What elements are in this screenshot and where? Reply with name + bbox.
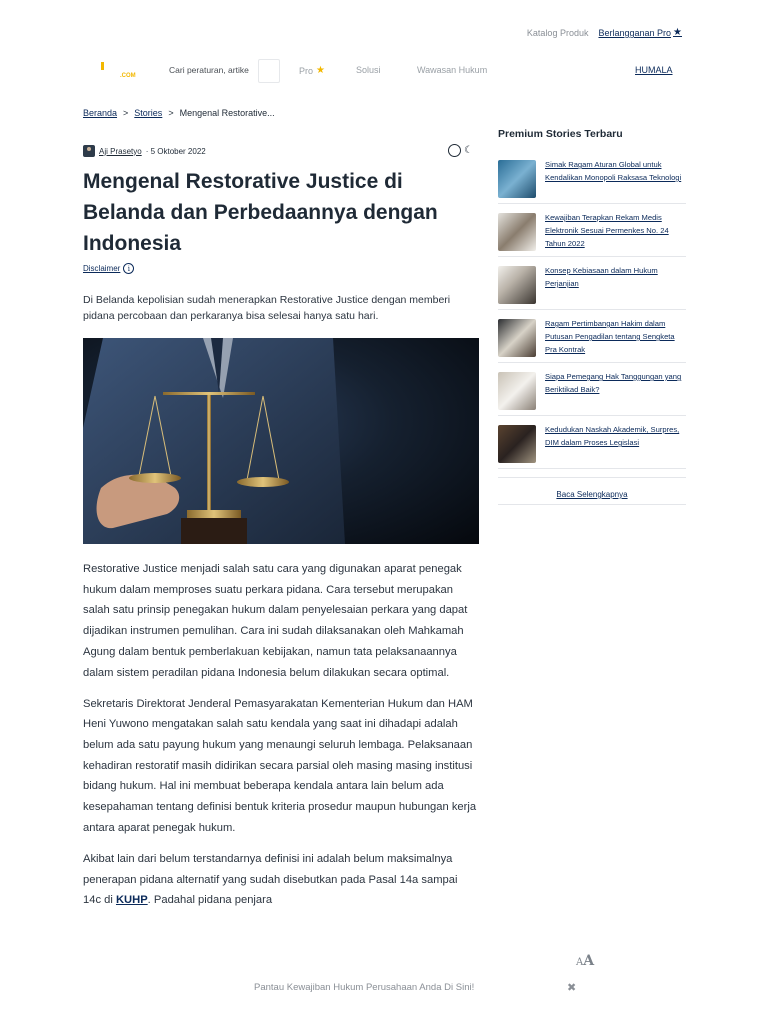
disclaimer-label: Disclaimer bbox=[83, 264, 121, 273]
story-thumbnail bbox=[498, 372, 536, 410]
moon-icon[interactable]: ☾ bbox=[464, 145, 473, 156]
breadcrumb-home[interactable]: Beranda bbox=[83, 108, 118, 118]
promo-message-link[interactable]: Pantau Kewajiban Hukum Perusahaan Anda Di Sini! bbox=[254, 982, 475, 993]
nav-pro[interactable] bbox=[299, 65, 325, 76]
star-icon: ★ bbox=[316, 65, 325, 76]
search-button[interactable] bbox=[258, 59, 280, 83]
font-size-large[interactable]: A bbox=[583, 953, 595, 969]
katalog-produk-link[interactable]: Katalog Produk bbox=[526, 28, 589, 38]
breadcrumb-current: Mengenal Restorative... bbox=[179, 108, 275, 118]
logo-mark bbox=[101, 62, 104, 70]
berlangganan-pro-link[interactable] bbox=[598, 28, 682, 38]
breadcrumb-stories[interactable]: Stories bbox=[134, 108, 163, 118]
nav-solusi[interactable]: Solusi bbox=[356, 65, 381, 75]
story-link[interactable]: Konsep Kebiasaan dalam Hukum Perjanjian bbox=[545, 266, 658, 288]
article-hero-image bbox=[83, 338, 479, 544]
close-icon[interactable]: ✖ bbox=[567, 982, 577, 994]
sidebar-story[interactable] bbox=[498, 260, 686, 310]
story-link[interactable]: Ragam Pertimbangan Hakim dalam Putusan Pengadilan tentang Sengketa Pra Kontrak bbox=[545, 319, 675, 354]
premium-stories-sidebar bbox=[498, 128, 686, 505]
logo-suffix: .COM bbox=[120, 73, 136, 79]
info-icon: i bbox=[123, 263, 134, 274]
kuhp-link[interactable]: KUHP bbox=[115, 894, 148, 907]
article-date: · 5 Oktober 2022 bbox=[145, 146, 206, 156]
story-link[interactable]: Simak Ragam Aturan Global untuk Kendalikan Monopoli Raksasa Teknologi bbox=[545, 160, 682, 182]
story-link[interactable]: Kewajiban Terapkan Rekam Medis Elektronik Sesuai Permenkes No. 24 Tahun 2022 bbox=[545, 213, 669, 248]
breadcrumb-separator: > bbox=[168, 108, 174, 118]
search-input[interactable]: Cari peraturan, artike bbox=[169, 65, 249, 75]
story-thumbnail bbox=[498, 319, 536, 357]
story-link[interactable]: Kedudukan Naskah Akademik, Surpres, DIM dalam Proses Legislasi bbox=[545, 425, 680, 447]
article-paragraph: Sekretaris Direktorat Jenderal Pemasyarakatan Kementerian Hukum dan HAM Heni Yuwono mengatakan salah satu kendala yang saat ini dihadapi adalah belum ada satu payung hukum yang menaungi seluruh lembaga. Pelaksanaan kehadiran restoratif masih didirikan secara parsial oleh masing masing institusi bidang hukum. Hal ini membuat beberapa kendala antara lain belum ada kesepahaman tentang definisi bentuk kriteria prosedur maupun hubungan kerja antara aparat penegak hukum. bbox=[83, 697, 477, 834]
story-thumbnail bbox=[498, 425, 536, 463]
story-thumbnail bbox=[498, 213, 536, 251]
sidebar-story[interactable] bbox=[498, 419, 686, 469]
breadcrumb bbox=[83, 108, 275, 118]
paragraph-text: Akibat lain dari belum terstandarnya definisi ini adalah belum maksimalnya penerapan pidana alternatif yang sudah disebutkan pada Pasal 14a sampai 14c di bbox=[83, 852, 458, 907]
article-paragraph bbox=[83, 849, 478, 911]
sidebar-story[interactable] bbox=[498, 154, 686, 204]
berlangganan-label: Berlangganan Pro bbox=[598, 28, 672, 38]
article-meta bbox=[83, 145, 206, 157]
top-utility-bar bbox=[527, 28, 682, 38]
breadcrumb-separator: > bbox=[123, 108, 129, 118]
read-more-link[interactable]: Baca Selengkapnya bbox=[498, 477, 686, 505]
font-size-control[interactable] bbox=[576, 950, 594, 969]
nav-wawasan-hukum[interactable]: Wawasan Hukum bbox=[417, 65, 488, 75]
page-title: Mengenal Restorative Justice di Belanda dan Perbedaannya dengan Indonesia bbox=[83, 170, 438, 255]
article-paragraph: Restorative Justice menjadi salah satu cara yang digunakan aparat penegak hukum dalam memproses suatu perkara pidana. Cara tersebut merupakan salah satu prinsip penegakan hukum dalam penyelesaian perkara yang dapat dijadikan instrumen pemulihan. Cara ini sudah dilaksanakan oleh Mahkamah Agung dalam bentuk pemberlakuan kebijakan, namun tata pelaksanaannya dalam sistem peradilan pidana Indonesia belum dilakukan secara optimal. bbox=[83, 563, 468, 679]
nav-pro-label: Pro bbox=[299, 65, 314, 76]
avatar bbox=[83, 145, 95, 157]
star-icon: ★ bbox=[673, 27, 682, 38]
sidebar-story[interactable] bbox=[498, 313, 686, 363]
author-link[interactable]: Aji Prasetyo bbox=[99, 146, 142, 156]
font-size-small[interactable]: A bbox=[576, 957, 584, 968]
scales-of-justice-illustration bbox=[83, 338, 479, 544]
theme-toggle[interactable] bbox=[448, 144, 473, 157]
sidebar-story[interactable] bbox=[498, 207, 686, 257]
site-logo[interactable] bbox=[92, 60, 136, 84]
site-header bbox=[84, 58, 684, 88]
paragraph-text: . Padahal pidana penjara bbox=[147, 894, 273, 907]
story-thumbnail bbox=[498, 160, 536, 198]
nav-humala[interactable]: HUMALA bbox=[635, 65, 673, 75]
story-thumbnail bbox=[498, 266, 536, 304]
story-link[interactable]: Siapa Pemegang Hak Tanggungan yang Beriktikad Baik? bbox=[545, 372, 682, 394]
article-lead: Di Belanda kepolisian sudah menerapkan Restorative Justice dengan memberi pidana percobaan dan perkaranya bisa selesai hanya satu hari. bbox=[83, 294, 451, 322]
disclaimer-link[interactable] bbox=[83, 263, 134, 274]
sidebar-title: Premium Stories Terbaru bbox=[498, 128, 623, 140]
light-mode-icon[interactable] bbox=[448, 144, 461, 157]
sidebar-story[interactable] bbox=[498, 366, 686, 416]
article-body bbox=[83, 559, 478, 921]
bottom-promo-bar bbox=[0, 980, 768, 1000]
